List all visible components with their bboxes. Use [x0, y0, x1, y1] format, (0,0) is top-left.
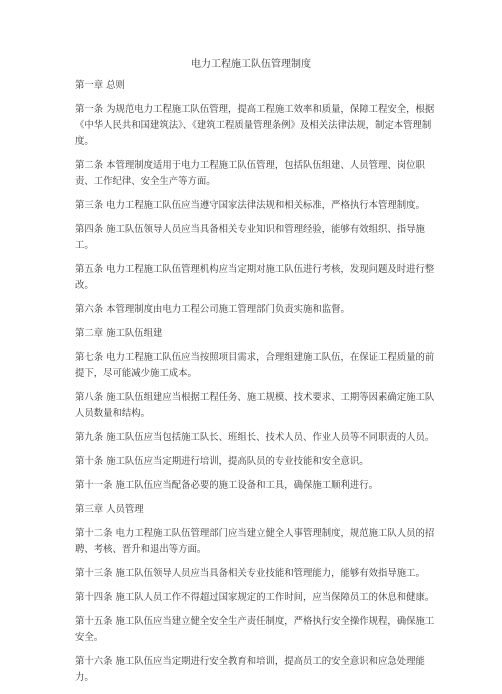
article-paragraph: 第八条 施工队伍组建应当根据工程任务、施工规模、技术要求、工期等因素确定施工队人员数量和结构。 [75, 392, 435, 419]
article-paragraph: 第十四条 施工队人员工作不得超过国家规定的工作时间，应当保障员工的休息和健康。 [75, 592, 435, 603]
article-paragraph: 第十三条 施工队伍领导人员应当具备相关专业技能和管理能力，能够有效指导施工。 [75, 568, 425, 579]
article-paragraph: 第三条 电力工程施工队伍应当遵守国家法律法规和相关标准，严格执行本管理制度。 [75, 200, 425, 211]
article-paragraph: 第五条 电力工程施工队伍管理机构应当定期对施工队伍进行考核，发现问题及时进行整改。 [75, 264, 435, 291]
article-paragraph: 第九条 施工队伍应当包括施工队长、班组长、技术人员、作业人员等不同职责的人员。 [75, 432, 435, 443]
article-paragraph: 第一条 为规范电力工程施工队伍管理，提高工程施工效率和质量，保障工程安全，根据《中华人民共和国建筑法》、《建筑工程质量管理条例》及相关法律法规，制定本管理制度。 [75, 104, 435, 147]
document-body [75, 78, 435, 694]
article-paragraph: 第十二条 电力工程施工队伍管理部门应当建立健全人事管理制度，规范施工队人员的招聘、考核、晋升和退出等方面。 [75, 528, 435, 555]
article-paragraph: 第十六条 施工队伍应当定期进行安全教育和培训，提高员工的安全意识和应急处理能力。 [75, 656, 425, 683]
article-paragraph: 第十条 施工队伍应当定期进行培训，提高队员的专业技能和安全意识。 [75, 456, 369, 467]
article-paragraph: 第十五条 施工队伍应当建立健全安全生产责任制度，严格执行安全操作规程，确保施工安全。 [75, 616, 435, 643]
chapter-heading: 第三章 人员管理 [75, 504, 144, 515]
article-paragraph: 第十一条 施工队伍应当配备必要的施工设备和工具，确保施工顺利进行。 [75, 480, 378, 491]
article-paragraph: 第六条 本管理制度由电力工程公司施工管理部门负责实施和监督。 [75, 304, 350, 315]
chapter-heading: 第二章 施工队伍组建 [75, 328, 163, 339]
chapter-heading: 第一章 总则 [75, 80, 125, 91]
article-paragraph: 第七条 电力工程施工队伍应当按照项目需求，合理组建施工队伍，在保证工程质量的前提下，尽可能减少施工成本。 [75, 352, 435, 379]
article-paragraph: 第二条 本管理制度适用于电力工程施工队伍管理，包括队伍组建、人员管理、岗位职责、工作纪律、安全生产等方面。 [75, 160, 425, 187]
document-title: 电力工程施工队伍管理制度 [191, 59, 311, 70]
article-paragraph: 第四条 施工队伍领导人员应当具备相关专业知识和管理经验，能够有效组织、指导施工。 [75, 224, 425, 251]
